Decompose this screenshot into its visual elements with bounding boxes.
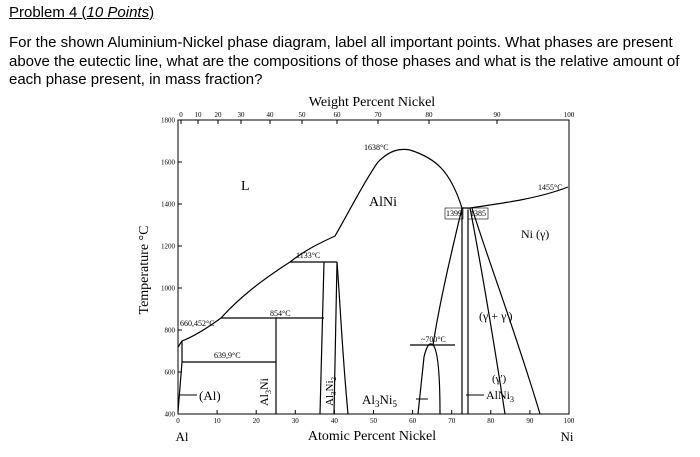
top-tick-label: 50 (298, 111, 306, 119)
al-solvus (178, 341, 182, 412)
phase-al3ni: $Al_3Ni$ (257, 378, 273, 406)
top-tick-label: 0 (179, 111, 183, 119)
bottom-tick-label: 70 (448, 417, 456, 425)
alni-right (433, 208, 462, 345)
top-tick-label: 30 (237, 111, 245, 119)
phase-al3ni2: $Al_3Ni_2$ (324, 377, 338, 406)
phase-alni: AlNi (369, 195, 397, 210)
annotation-1638: 1638°C (364, 143, 389, 152)
y-ticks (161, 117, 182, 419)
annotation-854: 854°C (270, 309, 291, 318)
top-axis-title: Weight Percent Nickel (308, 95, 436, 110)
phase-boundaries (178, 149, 568, 414)
bottom-tick-label: 40 (330, 417, 338, 425)
liquidus-right (410, 150, 568, 208)
annotation-1455: 1455°C (538, 183, 563, 192)
problem-statement: For the shown Aluminium-Nickel phase diagram, label all important points. What phases are present above the eutectic line, what are the compositions of those phases and what is the relative amount of each phase present, in mass fraction? (9, 34, 680, 88)
bottom-tick-label: 20 (252, 417, 260, 425)
bottom-tick-label: 80 (487, 417, 495, 425)
y-tick-label: 600 (164, 368, 175, 377)
top-ticks (179, 111, 575, 124)
phase-al3ni5: $Al_3Ni_5$ (362, 392, 397, 409)
annotation-1385: 1385 (470, 209, 486, 218)
phase-liquid: L (241, 179, 250, 194)
annotations (180, 143, 563, 360)
y-tick-label: 1800 (161, 116, 175, 125)
problem-title: Problem 4 (10 Points) (9, 4, 155, 21)
end-label-al: Al (175, 429, 189, 444)
annotation-1133: 1133°C (296, 251, 321, 260)
bottom-tick-label: 100 (563, 417, 575, 425)
y-tick-label: 800 (164, 326, 175, 335)
top-tick-label: 90 (493, 111, 501, 119)
top-tick-label: 70 (374, 111, 382, 119)
bottom-tick-label: 30 (291, 417, 299, 425)
al3ni5-region (418, 344, 440, 414)
y-tick-label: 1600 (161, 158, 175, 167)
top-tick-label: 40 (266, 111, 274, 119)
phase-al: (Al) (199, 388, 221, 403)
y-tick-label: 1400 (161, 200, 175, 209)
annotation-1399: 1399 (446, 209, 462, 218)
top-tick-label: 10 (194, 111, 202, 119)
phase-ni-gamma: Ni (γ) (521, 227, 550, 241)
end-label-ni: Ni (560, 429, 574, 444)
top-tick-label: 20 (214, 111, 222, 119)
y-tick-label: 1200 (161, 242, 175, 251)
bottom-tick-label: 0 (176, 417, 180, 425)
y-tick-label: 1000 (161, 284, 175, 293)
bottom-ticks (176, 410, 575, 425)
bottom-tick-label: 10 (213, 417, 221, 425)
phase-labels (199, 179, 549, 409)
annotation-660: 660,452°C (180, 319, 215, 328)
alni-left (337, 262, 348, 414)
bottom-tick-label: 60 (409, 417, 417, 425)
y-tick-label: 400 (164, 410, 175, 419)
top-tick-label: 80 (425, 111, 433, 119)
bottom-tick-label: 90 (526, 417, 534, 425)
top-tick-label: 100 (563, 111, 575, 119)
annotation-700: ~700°C (421, 335, 446, 344)
phase-gamma-prime: (γ') (492, 373, 507, 385)
y-axis-title: Temperature °C (137, 225, 152, 315)
bottom-axis-title: Atomic Percent Nickel (307, 429, 437, 444)
liquidus-left (178, 149, 410, 347)
annotation-639: 639,9°C (214, 351, 241, 360)
top-tick-label: 60 (333, 111, 341, 119)
phase-gamma-gamma-prime: (γ + γ') (479, 309, 513, 323)
plot-frame (178, 120, 569, 414)
bottom-tick-label: 50 (370, 417, 377, 425)
phase-alni3: AlNi$_3$ (486, 388, 514, 404)
